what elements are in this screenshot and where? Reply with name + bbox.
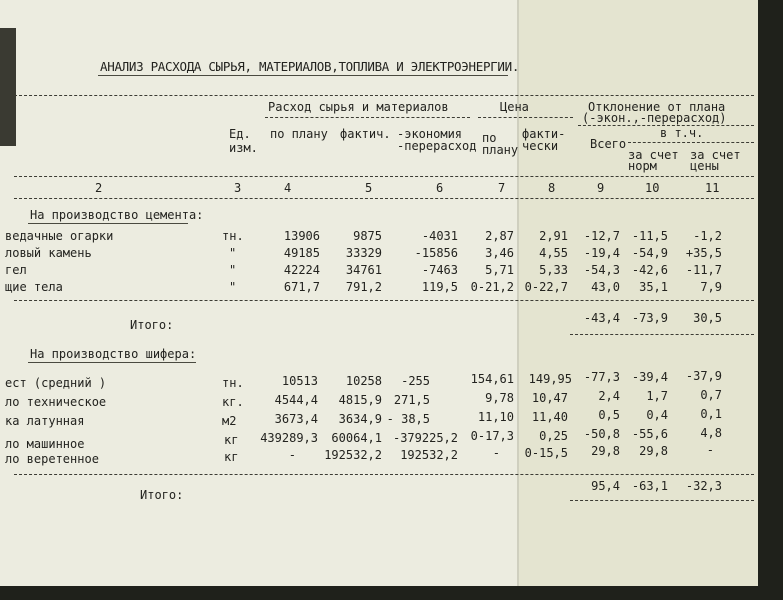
row-price-fact: 0,25 bbox=[539, 429, 568, 443]
header-otkl-line1: Отклонение от плана bbox=[588, 100, 726, 114]
colnum-7: 7 bbox=[498, 181, 506, 195]
section1-total-value: -43,4 bbox=[583, 311, 620, 325]
row-price-plan: - bbox=[492, 446, 500, 460]
row-price: -1,2 bbox=[693, 229, 722, 243]
row-name: ка латунная bbox=[5, 414, 85, 428]
section2-heading-underline bbox=[28, 362, 196, 363]
header-ceny-line2: цены bbox=[690, 159, 719, 173]
row-econ: 271,5 bbox=[393, 393, 430, 407]
row-plan: 13906 bbox=[283, 229, 320, 243]
row-norm: -39,4 bbox=[631, 370, 668, 384]
row-total: -12,7 bbox=[583, 229, 620, 243]
row-name: ест (средний ) bbox=[5, 376, 107, 390]
row-norm: -55,6 bbox=[631, 427, 668, 441]
row-econ: 192532,2 bbox=[400, 448, 458, 462]
row-price: 7,9 bbox=[700, 280, 722, 294]
binding-strip bbox=[0, 28, 16, 146]
row-fact: 3634,9 bbox=[338, 412, 382, 426]
row-plan: 439289,3 bbox=[260, 431, 318, 445]
row-total: -54,3 bbox=[583, 263, 620, 277]
row-unit: " bbox=[229, 280, 237, 294]
header-raskhod-rule bbox=[265, 117, 470, 118]
row-fact: 60064,1 bbox=[331, 431, 382, 445]
row-total: -77,3 bbox=[583, 370, 620, 384]
row-price-fact: 0-22,7 bbox=[524, 280, 568, 294]
header-ed-line2: изм. bbox=[229, 141, 258, 155]
header-norm-line2: норм bbox=[628, 159, 657, 173]
header-vtch: в т.ч. bbox=[660, 126, 704, 140]
header-ed-line1: Ед. bbox=[229, 127, 251, 141]
row-fact: 10258 bbox=[345, 374, 382, 388]
header-ceny-line1: за счет bbox=[690, 148, 741, 162]
row-fact: 4815,9 bbox=[338, 393, 382, 407]
colnum-3: 3 bbox=[234, 181, 242, 195]
row-fact: 33329 bbox=[345, 246, 382, 260]
header-cena-rule bbox=[478, 117, 573, 118]
colnum-8: 8 bbox=[548, 181, 556, 195]
row-norm: 35,1 bbox=[639, 280, 668, 294]
row-price-fact: 2,91 bbox=[539, 229, 568, 243]
row-price-fact: 4,55 bbox=[539, 246, 568, 260]
row-total: 29,8 bbox=[591, 444, 620, 458]
row-econ: -4031 bbox=[421, 229, 458, 243]
colnum-2: 2 bbox=[95, 181, 103, 195]
row-econ: -7463 bbox=[421, 263, 458, 277]
row-total: 0,5 bbox=[598, 408, 620, 422]
header-faktich: фактич. bbox=[340, 127, 391, 141]
row-total: 2,4 bbox=[598, 389, 620, 403]
row-fact: 9875 bbox=[353, 229, 382, 243]
row-fact: 34761 bbox=[345, 263, 382, 277]
colnum-5: 5 bbox=[365, 181, 373, 195]
header-cena-plan-line2: плану bbox=[482, 143, 519, 157]
section2-total-rule bbox=[14, 474, 754, 475]
row-norm: 29,8 bbox=[639, 444, 668, 458]
row-price-plan: 5,71 bbox=[485, 263, 514, 277]
header-cena: Цена bbox=[500, 100, 529, 114]
header-vsego: Всего bbox=[590, 137, 627, 151]
colnum-11: 11 bbox=[705, 181, 720, 195]
colnum-10: 10 bbox=[645, 181, 660, 195]
row-norm: -42,6 bbox=[631, 263, 668, 277]
row-price: 4,8 bbox=[700, 426, 722, 440]
row-price-plan: 0-17,3 bbox=[470, 429, 514, 443]
section1-heading: На производство цемента: bbox=[30, 208, 204, 222]
row-unit: кг bbox=[224, 450, 239, 464]
document-title: АНАЛИЗ РАСХОДА СЫРЬЯ, МАТЕРИАЛОВ,ТОПЛИВА И ЭЛЕКТРОЭНЕРГИИ. bbox=[100, 59, 520, 74]
row-econ: -255 bbox=[401, 374, 430, 388]
section1-total-price: 30,5 bbox=[693, 311, 722, 325]
row-price-plan: 0-21,2 bbox=[470, 280, 514, 294]
row-price: +35,5 bbox=[685, 246, 722, 260]
colnum-4: 4 bbox=[284, 181, 292, 195]
row-econ: 119,5 bbox=[421, 280, 458, 294]
section2-total-label: Итого: bbox=[140, 488, 184, 502]
header-cena-plan-line1: по bbox=[482, 131, 497, 145]
row-price-plan: 9,78 bbox=[485, 391, 514, 405]
row-unit: тн. bbox=[222, 229, 244, 243]
row-total: -19,4 bbox=[583, 246, 620, 260]
header-top-rule bbox=[14, 95, 754, 96]
row-price-plan: 11,10 bbox=[477, 410, 514, 424]
row-econ: - 38,5 bbox=[386, 412, 430, 426]
row-fact: 791,2 bbox=[345, 280, 382, 294]
row-price-fact: 0-15,5 bbox=[524, 446, 568, 460]
row-norm: 0,4 bbox=[646, 408, 668, 422]
row-name: щие тела bbox=[5, 280, 63, 294]
row-norm: 1,7 bbox=[646, 389, 668, 403]
section1-total-bottom-rule bbox=[570, 334, 754, 335]
header-ekon-line2: -перерасход bbox=[397, 139, 477, 153]
section2-total-bottom-rule bbox=[570, 500, 754, 501]
header-po-planu: по плану bbox=[270, 127, 328, 141]
section1-total-norm: -73,9 bbox=[631, 311, 668, 325]
row-name: ло машинное bbox=[5, 437, 85, 451]
row-norm: -11,5 bbox=[631, 229, 668, 243]
row-total: -50,8 bbox=[583, 427, 620, 441]
row-unit: кг bbox=[224, 433, 239, 447]
header-cena-fakt-line1: факти- bbox=[522, 127, 566, 141]
row-plan: 671,7 bbox=[283, 280, 320, 294]
section2-total-value: 95,4 bbox=[591, 479, 620, 493]
header-bottom-rule bbox=[14, 176, 754, 177]
section2-heading: На производство шифера: bbox=[30, 347, 197, 361]
row-price-plan: 154,61 bbox=[470, 372, 514, 386]
title-underline bbox=[98, 75, 508, 76]
section2-total-price: -32,3 bbox=[685, 479, 722, 493]
section1-total-rule bbox=[14, 300, 754, 301]
colnum-rule bbox=[14, 198, 754, 199]
header-otkl-line2: (-экон.,-перерасход) bbox=[582, 111, 727, 125]
row-unit: кг. bbox=[222, 395, 244, 409]
row-fact: 192532,2 bbox=[324, 448, 382, 462]
row-price-fact: 149,95 bbox=[528, 372, 572, 386]
row-plan: 4544,4 bbox=[274, 393, 318, 407]
row-price: -11,7 bbox=[685, 263, 722, 277]
row-name: ло техническое bbox=[5, 395, 107, 409]
row-norm: -54,9 bbox=[631, 246, 668, 260]
header-ekon-line1: -экономия bbox=[397, 127, 463, 141]
row-unit: " bbox=[229, 263, 237, 277]
row-price-plan: 3,46 bbox=[485, 246, 514, 260]
row-name: гел bbox=[5, 263, 27, 277]
row-plan: 42224 bbox=[283, 263, 320, 277]
header-cena-fakt-line2: чески bbox=[522, 139, 559, 153]
row-price-fact: 11,40 bbox=[531, 410, 568, 424]
row-unit: " bbox=[229, 246, 237, 260]
header-raskhod: Расход сырья и материалов bbox=[268, 100, 449, 114]
colnum-6: 6 bbox=[436, 181, 444, 195]
row-plan: 3673,4 bbox=[274, 412, 318, 426]
row-total: 43,0 bbox=[591, 280, 620, 294]
section1-heading-underline bbox=[28, 223, 188, 224]
row-price-plan: 2,87 bbox=[485, 229, 514, 243]
colnum-9: 9 bbox=[597, 181, 605, 195]
section2-total-norm: -63,1 bbox=[631, 479, 668, 493]
row-unit: м2 bbox=[222, 414, 237, 428]
row-name: ло веретенное bbox=[5, 452, 99, 466]
row-price-fact: 10,47 bbox=[531, 391, 568, 405]
row-name: ведачные огарки bbox=[5, 229, 114, 243]
row-price: 0,7 bbox=[700, 388, 722, 402]
row-price: -37,9 bbox=[685, 369, 722, 383]
row-unit: тн. bbox=[222, 376, 244, 390]
row-plan: 10513 bbox=[281, 374, 318, 388]
row-econ: -15856 bbox=[414, 246, 458, 260]
row-price: 0,1 bbox=[700, 407, 722, 421]
row-price: - bbox=[706, 443, 714, 457]
row-econ: -379225,2 bbox=[392, 431, 458, 445]
row-name: ловый камень bbox=[5, 246, 92, 260]
section1-total-label: Итого: bbox=[130, 318, 174, 332]
header-norm-line1: за счет bbox=[628, 148, 679, 162]
header-vtch-rule bbox=[628, 142, 754, 143]
row-price-fact: 5,33 bbox=[539, 263, 568, 277]
row-plan: 49185 bbox=[283, 246, 320, 260]
row-plan: - bbox=[288, 448, 296, 462]
